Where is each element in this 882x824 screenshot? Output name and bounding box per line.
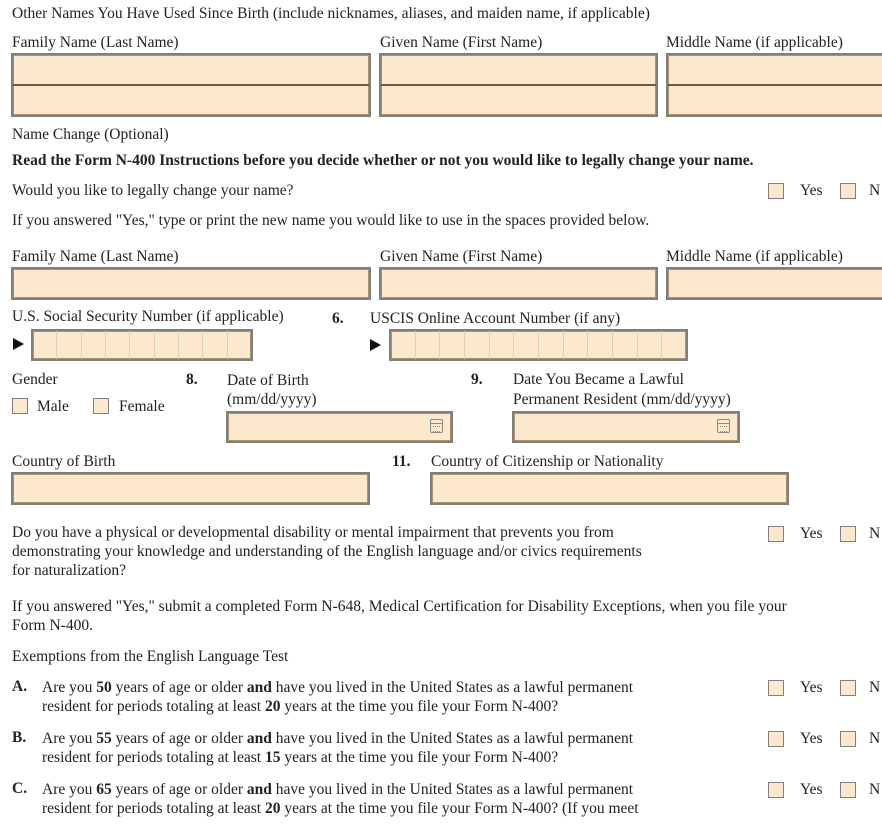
digit-cell bbox=[662, 331, 686, 359]
q-text: Are you bbox=[42, 781, 97, 798]
q-text: have you lived in the United States as a lawful permanent bbox=[271, 781, 634, 798]
ssn-label: U.S. Social Security Number (if applicable) bbox=[12, 308, 284, 325]
digit-cell bbox=[82, 331, 106, 359]
q-text: years of age or older bbox=[111, 679, 247, 696]
name-change-no-checkbox[interactable] bbox=[840, 183, 856, 199]
uscis-number: 6. bbox=[332, 310, 344, 327]
lpr-date-number: 9. bbox=[471, 371, 483, 388]
gender-male-checkbox[interactable] bbox=[12, 398, 28, 414]
calendar-icon[interactable] bbox=[430, 419, 443, 433]
dob-input[interactable] bbox=[226, 411, 453, 443]
exemption-yes-label: Yes bbox=[800, 730, 823, 747]
citizenship-input[interactable] bbox=[430, 472, 789, 505]
digit-cell bbox=[57, 331, 81, 359]
q-years: 15 bbox=[264, 749, 281, 766]
gender-label: Gender bbox=[12, 371, 58, 388]
q-text: years of age or older bbox=[111, 781, 247, 798]
digit-cell bbox=[638, 331, 663, 359]
q-text: resident for periods totaling at least bbox=[42, 800, 265, 817]
name-change-question: Would you like to legally change your name? bbox=[12, 182, 294, 199]
other-given-name-input-2[interactable] bbox=[379, 85, 658, 117]
disability-yes-label: Yes bbox=[800, 525, 823, 542]
lpr-date-label-line1: Date You Became a Lawful bbox=[513, 371, 684, 388]
digit-cell bbox=[539, 331, 564, 359]
exemption-no-label: N bbox=[869, 781, 881, 798]
q-years: 20 bbox=[264, 698, 281, 715]
disability-note-line2: Form N-400. bbox=[12, 617, 93, 634]
q-text: resident for periods totaling at least bbox=[42, 749, 265, 766]
other-middle-name-input-2[interactable] bbox=[666, 85, 882, 117]
new-middle-name-input[interactable] bbox=[666, 267, 882, 300]
q-text: Are you bbox=[42, 730, 97, 747]
q-and: and bbox=[246, 679, 272, 696]
digit-cell bbox=[588, 331, 613, 359]
arrow-right-icon bbox=[13, 338, 24, 350]
lpr-date-label-line2: Permanent Resident (mm/dd/yyyy) bbox=[513, 391, 731, 408]
exemptions-heading: Exemptions from the English Language Test bbox=[12, 648, 289, 665]
other-family-name-input-2[interactable] bbox=[11, 85, 371, 117]
exemption-letter: C. bbox=[12, 780, 28, 797]
disability-line3: for naturalization? bbox=[12, 562, 127, 579]
disability-yes-checkbox[interactable] bbox=[768, 526, 784, 542]
dob-number: 8. bbox=[186, 371, 198, 388]
exemption-yes-checkbox[interactable] bbox=[768, 731, 784, 747]
country-of-birth-input[interactable] bbox=[11, 472, 370, 505]
disability-no-label: N bbox=[869, 525, 881, 542]
new-middle-name-label: Middle Name (if applicable) bbox=[666, 248, 843, 265]
exemption-letter: A. bbox=[12, 678, 28, 695]
digit-cell bbox=[416, 331, 441, 359]
digit-cell bbox=[465, 331, 490, 359]
exemption-no-checkbox[interactable] bbox=[840, 680, 856, 696]
gender-female-label: Female bbox=[119, 398, 165, 415]
exemption-letter: B. bbox=[12, 729, 27, 746]
q-text: years at the time you file your Form N-400? bbox=[280, 749, 559, 766]
ssn-cells bbox=[33, 331, 251, 359]
exemption-no-checkbox[interactable] bbox=[840, 782, 856, 798]
digit-cell bbox=[203, 331, 227, 359]
q-text: Are you bbox=[42, 679, 97, 696]
other-given-name-label: Given Name (First Name) bbox=[380, 34, 543, 51]
q-and: and bbox=[246, 781, 272, 798]
exemption-yes-checkbox[interactable] bbox=[768, 782, 784, 798]
exemption-no-checkbox[interactable] bbox=[840, 731, 856, 747]
dob-label-line2: (mm/dd/yyyy) bbox=[227, 391, 317, 408]
exemption-yes-checkbox[interactable] bbox=[768, 680, 784, 696]
disability-note-line1: If you answered "Yes," submit a completed Form N-648, Medical Certification for Disability Exceptions, when you file your bbox=[12, 598, 787, 615]
q-and: and bbox=[246, 730, 272, 747]
gender-female-checkbox[interactable] bbox=[93, 398, 109, 414]
ssn-input[interactable] bbox=[31, 329, 253, 361]
name-change-heading: Name Change (Optional) bbox=[12, 126, 169, 143]
arrow-right-icon bbox=[370, 339, 381, 351]
other-given-name-input-1[interactable] bbox=[379, 53, 658, 85]
other-names-heading: Other Names You Have Used Since Birth (include nicknames, aliases, and maiden name, if applicable) bbox=[12, 5, 650, 22]
q-text: years at the time you file your Form N-400? bbox=[280, 698, 559, 715]
q-text: years of age or older bbox=[111, 730, 247, 747]
exemption-yes-label: Yes bbox=[800, 679, 823, 696]
digit-cell bbox=[490, 331, 515, 359]
digit-cell bbox=[228, 331, 251, 359]
other-middle-name-label: Middle Name (if applicable) bbox=[666, 34, 843, 51]
uscis-label: USCIS Online Account Number (if any) bbox=[370, 310, 621, 327]
digit-cell bbox=[564, 331, 589, 359]
lpr-date-input[interactable] bbox=[512, 411, 740, 443]
disability-note bbox=[12, 597, 787, 635]
digit-cell bbox=[130, 331, 154, 359]
new-given-name-input[interactable] bbox=[379, 267, 658, 300]
gender-male-label: Male bbox=[37, 398, 69, 415]
uscis-input[interactable] bbox=[389, 329, 688, 361]
q-age: 55 bbox=[96, 730, 112, 747]
name-change-yes-checkbox[interactable] bbox=[768, 183, 784, 199]
other-family-name-input-1[interactable] bbox=[11, 53, 371, 85]
disability-question bbox=[12, 523, 642, 580]
exemption-no-label: N bbox=[869, 679, 881, 696]
new-family-name-label: Family Name (Last Name) bbox=[12, 248, 179, 265]
q-years: 20 bbox=[264, 800, 281, 817]
calendar-icon[interactable] bbox=[717, 419, 730, 433]
q-text: have you lived in the United States as a lawful permanent bbox=[271, 679, 634, 696]
name-change-yes-label: Yes bbox=[800, 182, 823, 199]
digit-cell bbox=[106, 331, 130, 359]
disability-line1: Do you have a physical or developmental disability or mental impairment that prevents you from bbox=[12, 524, 614, 541]
citizenship-number: 11. bbox=[392, 453, 411, 470]
disability-line2: demonstrating your knowledge and understanding of the English language and/or civics requirements bbox=[12, 543, 642, 560]
exemption-question bbox=[42, 678, 633, 716]
digit-cell bbox=[33, 331, 57, 359]
digit-cell bbox=[155, 331, 179, 359]
q-age: 50 bbox=[96, 679, 112, 696]
exemption-no-label: N bbox=[869, 730, 881, 747]
exemption-question bbox=[42, 729, 633, 767]
q-text: years at the time you file your Form N-400? (If you meet bbox=[280, 800, 639, 817]
citizenship-label: Country of Citizenship or Nationality bbox=[431, 453, 664, 470]
digit-cell bbox=[613, 331, 638, 359]
new-family-name-input[interactable] bbox=[11, 267, 371, 300]
new-given-name-label: Given Name (First Name) bbox=[380, 248, 543, 265]
exemption-question bbox=[42, 780, 639, 818]
digit-cell bbox=[514, 331, 539, 359]
digit-cell bbox=[391, 331, 416, 359]
name-change-no-label: N bbox=[869, 182, 881, 199]
exemption-yes-label: Yes bbox=[800, 781, 823, 798]
dob-label-line1: Date of Birth bbox=[227, 372, 309, 389]
other-middle-name-input-1[interactable] bbox=[666, 53, 882, 85]
q-age: 65 bbox=[96, 781, 112, 798]
disability-no-checkbox[interactable] bbox=[840, 526, 856, 542]
other-family-name-label: Family Name (Last Name) bbox=[12, 34, 179, 51]
name-change-instruction: Read the Form N-400 Instructions before you decide whether or not you would like to legally change your name. bbox=[12, 152, 754, 169]
digit-cell bbox=[440, 331, 465, 359]
q-text: resident for periods totaling at least bbox=[42, 698, 265, 715]
q-text: have you lived in the United States as a lawful permanent bbox=[271, 730, 634, 747]
uscis-cells bbox=[391, 331, 686, 359]
name-change-if-yes-text: If you answered "Yes," type or print the new name you would like to use in the spaces provided below. bbox=[12, 212, 650, 229]
country-of-birth-label: Country of Birth bbox=[12, 453, 116, 470]
digit-cell bbox=[179, 331, 203, 359]
